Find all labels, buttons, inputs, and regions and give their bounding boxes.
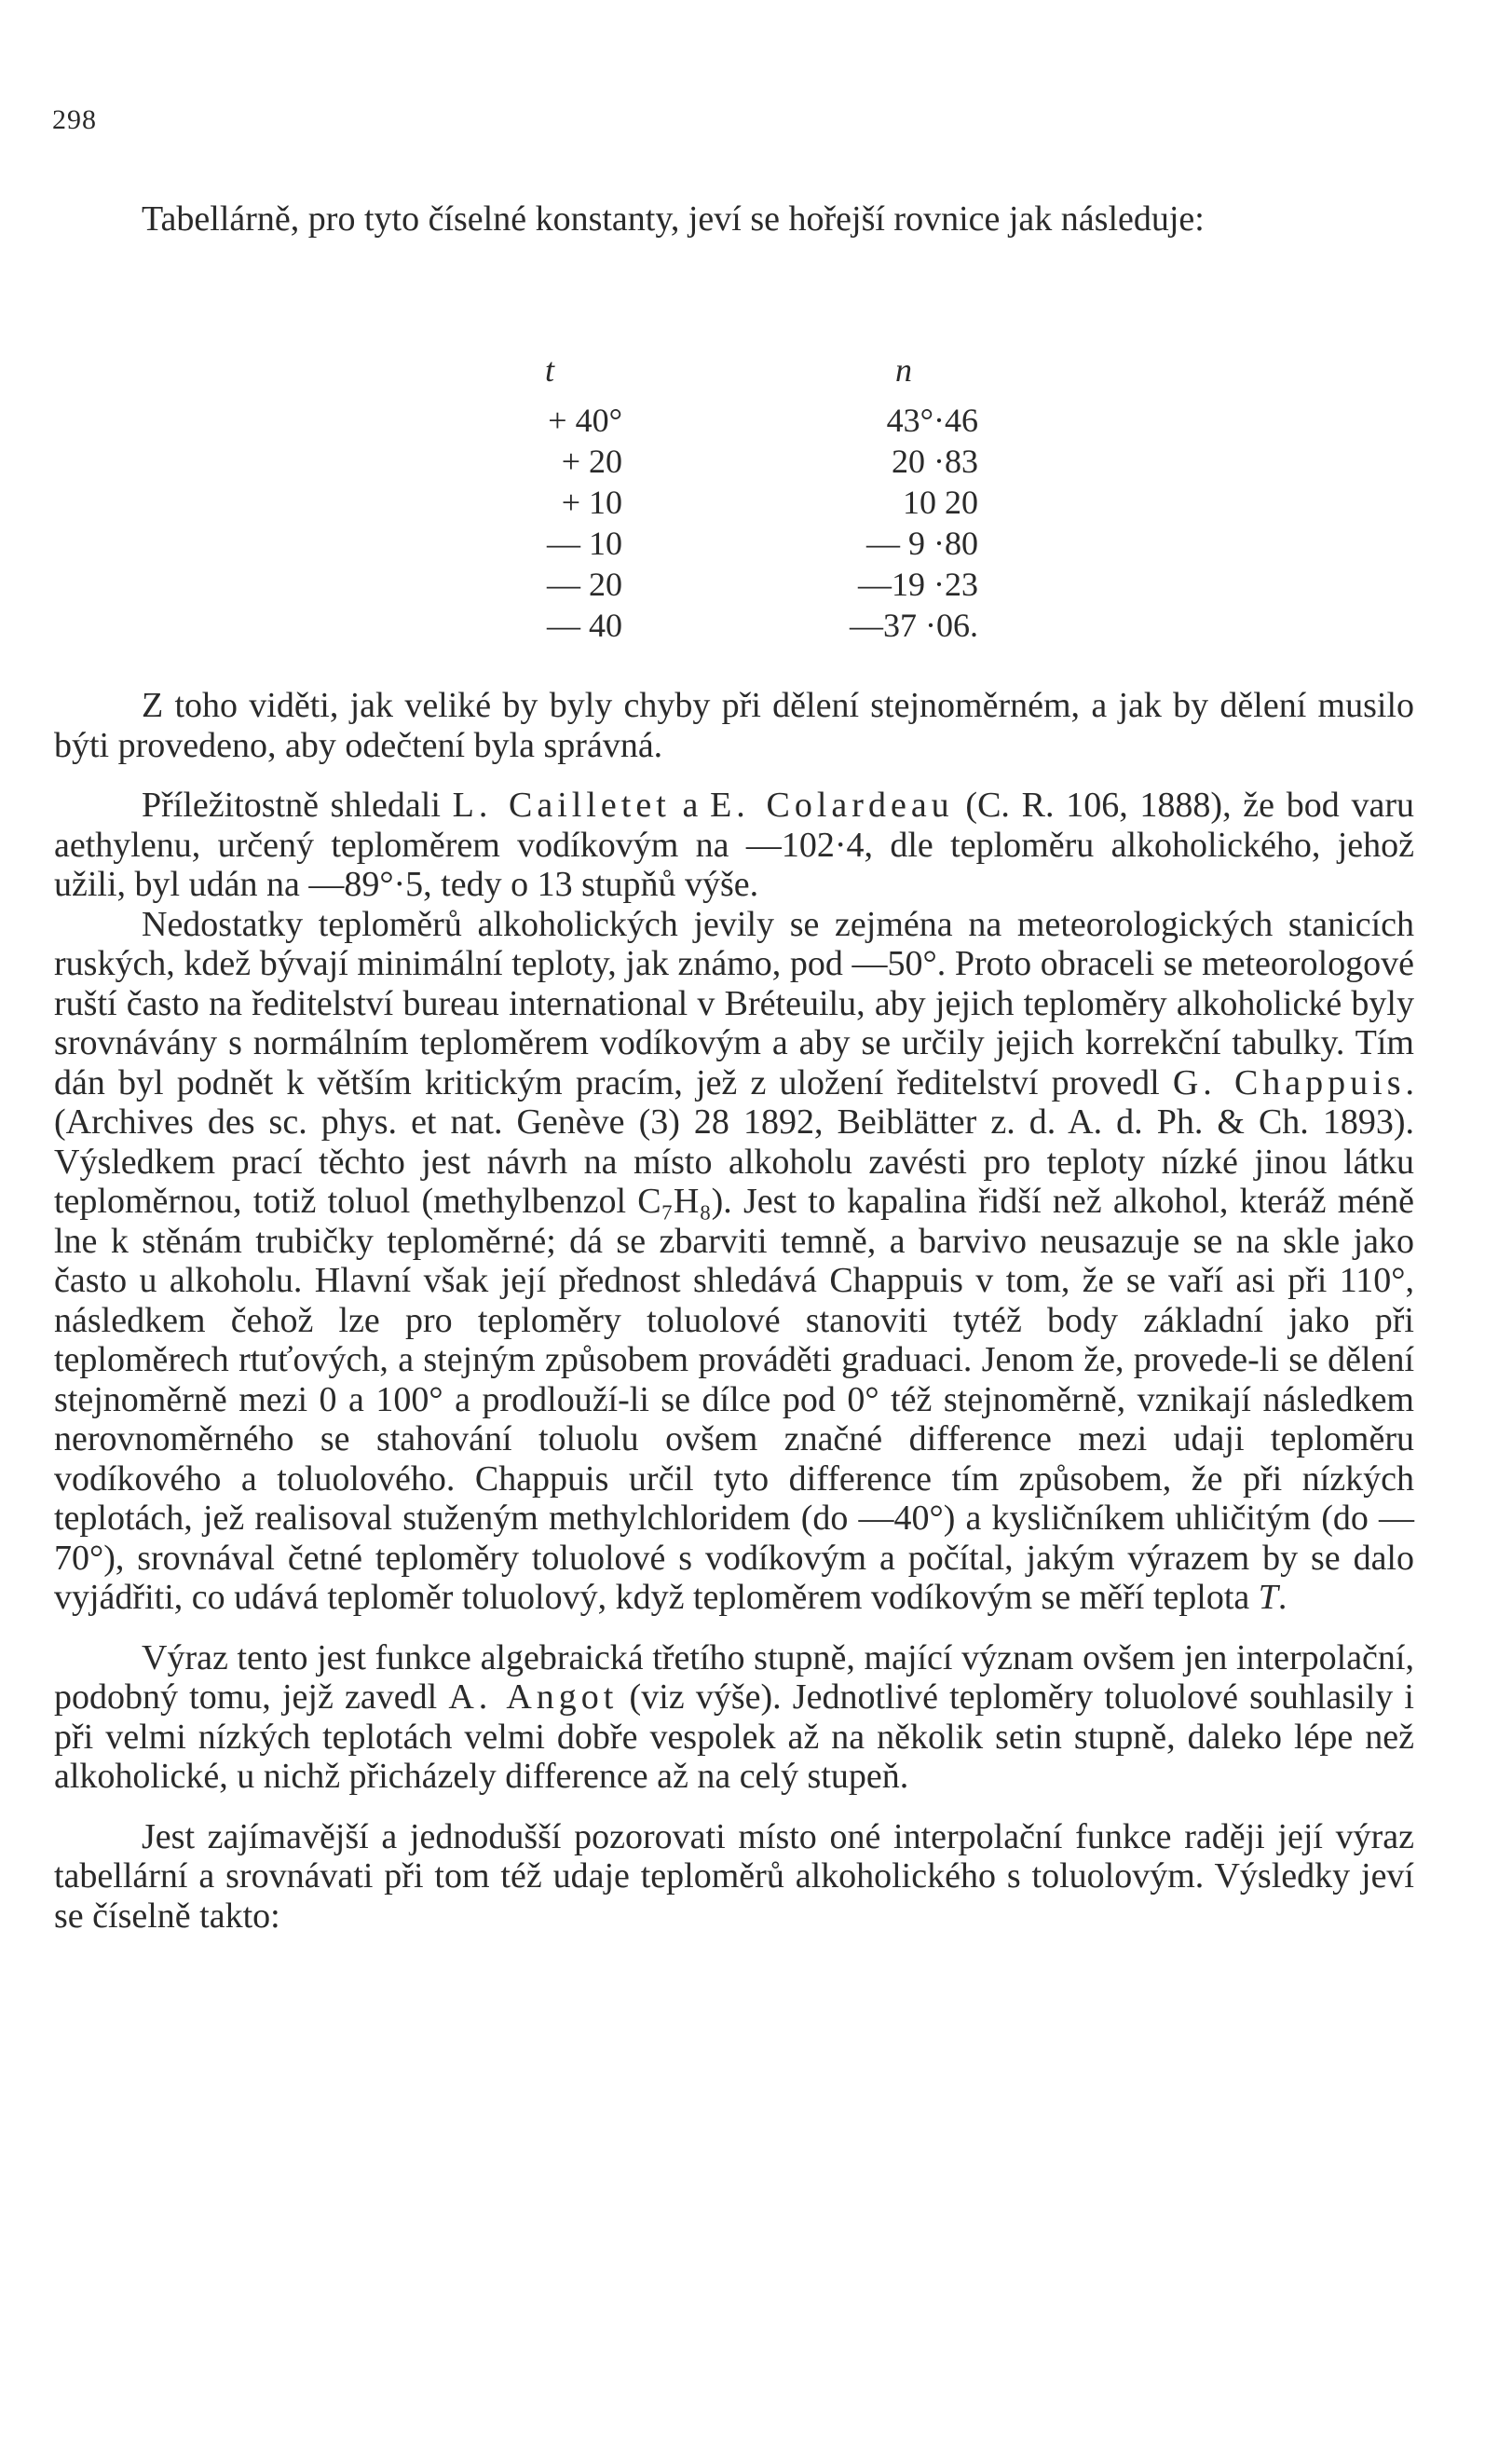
cell-n: —19 ·23 [858, 566, 978, 603]
paragraph-text: a [670, 786, 711, 825]
paragraph-text: Z toho viděti, jak veliké by byly chyby při dělení stejnoměrném, a jak by dělení musilo býti provedeno, aby odečtení byla správná. [54, 686, 1414, 765]
table-row [466, 606, 988, 647]
table-row [466, 524, 988, 565]
intro-paragraph: Tabellárně, pro tyto číselné konstanty, jeví se hořejší rovnice jak následuje: [142, 199, 1205, 239]
author-name: E. Colardeau [710, 786, 954, 825]
cell-t: + 20 [561, 443, 622, 480]
cell-n: 10 20 [903, 484, 978, 521]
table-row [466, 442, 988, 483]
paragraph-text: (viz výše). Jednotlivé teploměry toluolové souhlasily i při velmi nízkých teplotách velmi dobře vespolek až na několik setin stupně, daleko lépe než alkoholické, u nichž přicházely difference až na celý stupeň. [54, 1677, 1414, 1796]
body-text [54, 686, 1414, 1956]
cell-t: — 20 [547, 566, 622, 603]
cell-t: + 10 [561, 484, 622, 521]
paragraph-text: . (Archives des sc. phys. et nat. Genève (3) 28 1892, Beiblätter z. d. A. d. Ph. & Ch. 1893). Výsledkem prací těchto jest návrh na místo alkoholu zavésti pro teploty nízké jinou látku teploměrnou, totiž toluol (methylbenzol C₇H₈). Jest to kapalina řidší než alkohol, kteráž méně lne k stěnám trubičky teploměrné; dá se zbarviti temně, a barvivo neusazuje se na skle jako často u alkoholu. Hlavní však její přednost shledává Chappuis v tom, že se vaří asi při 110°, následkem čehož lze pro teploměry toluolové stanoviti tytéž body základní jako při teploměrech rtuťových, a stejným způsobem prováděti graduaci. Jenom že, provede-li se dělení stejnoměrně mezi 0 a 100° a prodlouží-li se dílce pod 0° též stejnoměrně, vznikají následkem nerovnoměrného se stahování toluolu ovšem značné difference mezi udaji teploměru vodíkového a toluolového. Chappuis určil tyto difference tím způsobem, že při nízkých teplotách, jež realisoval stuženým methylchloridem (do —40°) a kysličníkem uhličitým (do —70°), srovnával četné teploměry toluolové s vodíkovým a počítal, jakým výrazem by se dalo vyjádřiti, co udává teploměr toluolový, když teploměrem vodíkovým se měří teplota [54, 1062, 1414, 1617]
page-number: 298 [52, 104, 97, 135]
cell-n: — 9 ·80 [866, 525, 978, 562]
table-row [466, 401, 988, 442]
table-row [466, 565, 988, 606]
paragraph-errors [54, 686, 1414, 765]
cell-t: + 40° [548, 402, 622, 439]
constants-table [466, 350, 988, 647]
author-name: G. Chappuis [1172, 1062, 1406, 1102]
cell-t: — 10 [547, 525, 622, 562]
paragraph-text: Příležitostně shledali [142, 786, 453, 825]
paragraph-tabular [54, 1817, 1414, 1937]
paragraph-text: (C. R. 106, 1888), že bod varu aethylenu, určený teploměrem vodíkovým na —102·4, dle teploměru alkoholického, jehož užili, byl udán na —89°·5, tedy o 13 stupňů výše. [54, 786, 1414, 904]
paragraph-text: Jest zajímavější a jednodušší pozorovati místo oné interpolační funkce raději její výraz tabellární a srovnávati při tom též udaje teploměrů alkoholického s toluolovým. Výsledky jeví se číselně takto: [54, 1816, 1414, 1936]
paragraph-text: Výraz tento jest funkce algebraická třetího stupně, mající význam ovšem jen interpolační, podobný tomu, jejž zavedl [54, 1637, 1414, 1717]
paragraph-function [54, 1638, 1414, 1797]
table-header [466, 350, 988, 401]
paragraph-toluol [54, 905, 1414, 1618]
paragraph-text: . [1277, 1578, 1287, 1617]
header-n: n [895, 351, 912, 389]
author-name: A. Angot [448, 1677, 619, 1717]
paragraph-text: Nedostatky teploměrů alkoholických jevily se zejména na meteorologických stanicích ruských, kdež bývají minimální teploty, jak známo, pod —50°. Proto obraceli se meteorologové ruští často na ředitelství bureau international v Bréteuilu, aby jejich teploměry alkoholické byly srovnávány s normálním teploměrem vodíkovým a aby se určily jejich korrekční tabulky. Tím dán byl podnět k větším kritickým pracím, jež z uložení ředitelství provedl [54, 904, 1414, 1102]
cell-n: 43°·46 [886, 402, 978, 439]
cell-n: —37 ·06. [850, 607, 978, 644]
cell-n: 20 ·83 [892, 443, 978, 480]
author-name: L. Cailletet [452, 786, 671, 825]
cell-t: — 40 [547, 607, 622, 644]
paragraph-ethylene [54, 786, 1414, 905]
table-row [466, 483, 988, 524]
header-t: t [544, 351, 554, 389]
temperature-symbol: T [1258, 1578, 1278, 1617]
